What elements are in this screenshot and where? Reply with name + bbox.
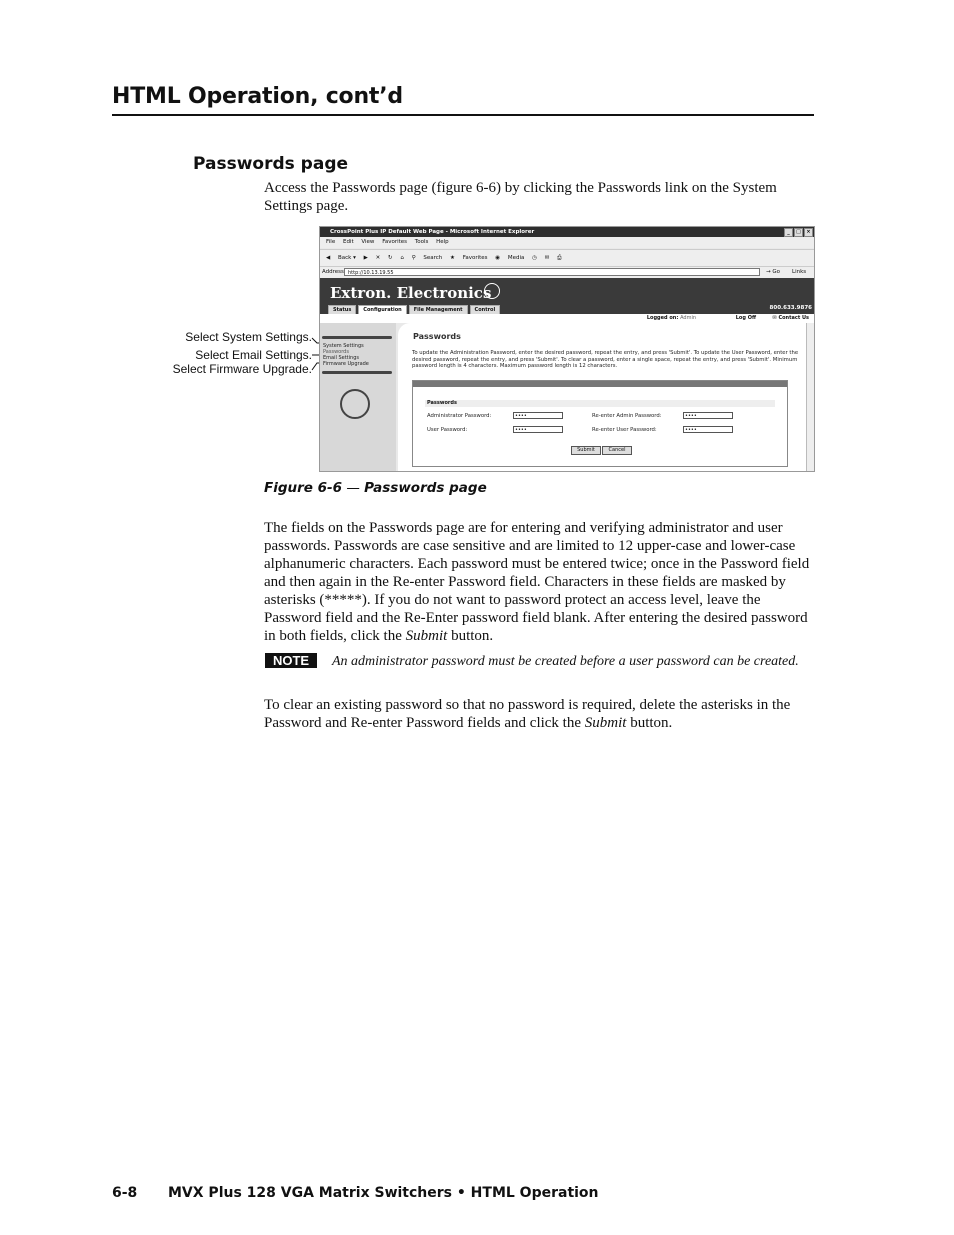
- admin-password-input[interactable]: ••••: [513, 412, 563, 419]
- form-title: Passwords: [425, 400, 775, 407]
- history-icon[interactable]: ◷: [532, 255, 537, 261]
- nav-top-rule: [322, 336, 392, 339]
- caption-title: Passwords page: [364, 480, 487, 496]
- go-label: Go: [772, 269, 780, 275]
- scrollbar[interactable]: [806, 323, 814, 471]
- media-button[interactable]: ◉ Media: [495, 255, 525, 261]
- user-password-label: User Password:: [427, 427, 468, 433]
- extron-banner: [320, 278, 814, 314]
- window-titlebar: [320, 227, 814, 237]
- extron-seal-icon: [340, 389, 370, 419]
- footer-title: MVX Plus 128 VGA Matrix Switchers • HTML Operation: [168, 1185, 599, 1201]
- note-text: An administrator password must be created before a user password can be created.: [332, 654, 799, 669]
- user-password-input[interactable]: ••••: [513, 426, 563, 433]
- window-title: CrossPoint Plus IP Default Web Page - Microsoft Internet Explorer: [330, 229, 535, 235]
- mail-icon[interactable]: ✉: [544, 255, 550, 261]
- clear-paragraph-end: button.: [626, 715, 673, 731]
- submit-emphasis-2: Submit: [584, 715, 627, 731]
- address-input[interactable]: http://10.13.19.55: [344, 268, 760, 276]
- reenter-admin-input[interactable]: ••••: [683, 412, 733, 419]
- tab-configuration[interactable]: Configuration: [358, 305, 406, 314]
- menu-bar: [320, 237, 814, 248]
- maximize-icon[interactable]: □: [794, 228, 803, 237]
- nav-passwords[interactable]: Passwords: [323, 349, 349, 355]
- refresh-icon[interactable]: ↻: [387, 255, 393, 261]
- passwords-content: [398, 323, 806, 471]
- search-label: Search: [423, 255, 443, 261]
- menu-view[interactable]: View: [361, 239, 375, 245]
- contact-us-label: Contact Us: [778, 315, 809, 321]
- form-header-bar: [413, 381, 787, 387]
- favorites-button[interactable]: ★ Favorites: [450, 255, 488, 261]
- left-nav: [320, 323, 396, 471]
- passwords-description: To update the Administration Password, enter the desired password, repeat the entry, and press 'Submit'. To update the User Password, enter the desired password, repeat the entry, and press 'Submit'. To clear a password, enter a single space, repeat the entry, and press 'Submit'. Minimum password length is 4 characters. Maximum password length is 12 characters.: [412, 350, 799, 369]
- fields-paragraph-end: button.: [447, 628, 494, 644]
- browser-screenshot: [319, 226, 815, 472]
- fields-paragraph: [264, 519, 812, 645]
- menu-help[interactable]: Help: [436, 239, 449, 245]
- header-rule: [112, 114, 814, 116]
- tab-bar: [328, 305, 500, 314]
- status-strip: [320, 314, 814, 323]
- menu-tools[interactable]: Tools: [414, 239, 429, 245]
- back-button[interactable]: ◀ Back ▾: [326, 255, 356, 261]
- links-label[interactable]: Links: [792, 269, 807, 275]
- favorites-label: Favorites: [462, 255, 488, 261]
- caption-label: Figure 6-6: [264, 480, 343, 496]
- page-number: 6-8: [112, 1185, 138, 1201]
- log-off-link[interactable]: Log Off: [735, 315, 756, 321]
- contact-us-link[interactable]: ✉ Contact Us: [772, 315, 809, 321]
- menu-file[interactable]: File: [326, 239, 336, 245]
- nav-firmware-upgrade[interactable]: Firmware Upgrade: [323, 361, 369, 367]
- nav-system-settings[interactable]: System Settings: [323, 343, 364, 349]
- logged-on-user: Admin: [680, 315, 696, 321]
- reenter-admin-label: Re-enter Admin Password:: [592, 413, 662, 419]
- passwords-heading: Passwords: [413, 332, 461, 341]
- go-button[interactable]: → Go: [766, 269, 780, 275]
- nav-items: [323, 343, 369, 367]
- close-icon[interactable]: ×: [804, 228, 813, 237]
- fields-paragraph-text: The fields on the Passwords page are for entering and verifying administrator and user passwords. Passwords are case sensitive and are limited to 12 upper-case and lower-case alphanumeric characters. Each password must be entered twice; once in the Password field and then again in the Re-enter Password field. Characters in these fields are masked by asterisks (*****). If you do not want to password protect an access level, leave the Password field and the Re-Enter password field blank. After entering the desired password in both fields, click the: [264, 520, 810, 644]
- address-bar: [320, 266, 814, 278]
- tab-status[interactable]: Status: [328, 305, 356, 314]
- extron-logo-icon: [484, 283, 500, 299]
- nav-bottom-rule: [322, 371, 392, 374]
- submit-emphasis: Submit: [405, 628, 448, 644]
- menu-favorites[interactable]: Favorites: [382, 239, 408, 245]
- back-label: Back: [337, 255, 352, 261]
- minimize-icon[interactable]: _: [784, 228, 793, 237]
- tab-control[interactable]: Control: [470, 305, 501, 314]
- forward-icon[interactable]: ▶: [363, 255, 368, 261]
- callout-system-settings: Select System Settings.: [185, 330, 312, 344]
- callout-firmware-upgrade: Select Firmware Upgrade.: [172, 362, 312, 376]
- clear-paragraph-text: To clear an existing password so that no password is required, delete the asterisks in the Password and Re-enter Password fields and click the: [264, 697, 791, 731]
- page-header-title: HTML Operation, cont’d: [112, 84, 403, 109]
- print-icon[interactable]: ⎙: [557, 255, 562, 261]
- cancel-button[interactable]: Cancel: [602, 446, 632, 455]
- passwords-form: [412, 380, 788, 467]
- tab-file-management[interactable]: File Management: [409, 305, 468, 314]
- search-button[interactable]: ⚲ Search: [411, 255, 443, 261]
- clear-password-paragraph: [264, 696, 812, 732]
- phone-number: 800.633.9876: [769, 305, 812, 311]
- intro-paragraph: Access the Passwords page (figure 6-6) by clicking the Passwords link on the System Settings page.: [264, 180, 777, 214]
- logged-on-text: [647, 314, 696, 323]
- stop-icon[interactable]: ✕: [375, 255, 381, 261]
- note-badge: NOTE: [265, 653, 317, 668]
- address-label: Address: [322, 269, 344, 275]
- figure-caption: [264, 480, 487, 496]
- media-label: Media: [507, 255, 525, 261]
- reenter-user-input[interactable]: ••••: [683, 426, 733, 433]
- admin-password-label: Administrator Password:: [427, 413, 492, 419]
- section-title: Passwords page: [193, 154, 349, 174]
- browser-toolbar: [320, 249, 814, 266]
- logged-on-label: Logged on:: [646, 315, 679, 321]
- brand-name: Extron. Electronics: [330, 284, 492, 302]
- nav-email-settings[interactable]: Email Settings: [323, 355, 359, 361]
- submit-button[interactable]: Submit: [571, 446, 601, 455]
- reenter-user-label: Re-enter User Password:: [592, 427, 657, 433]
- callout-email-settings: Select Email Settings.: [195, 348, 312, 362]
- menu-edit[interactable]: Edit: [342, 239, 354, 245]
- caption-dash: —: [342, 480, 365, 496]
- home-icon[interactable]: ⌂: [400, 255, 404, 261]
